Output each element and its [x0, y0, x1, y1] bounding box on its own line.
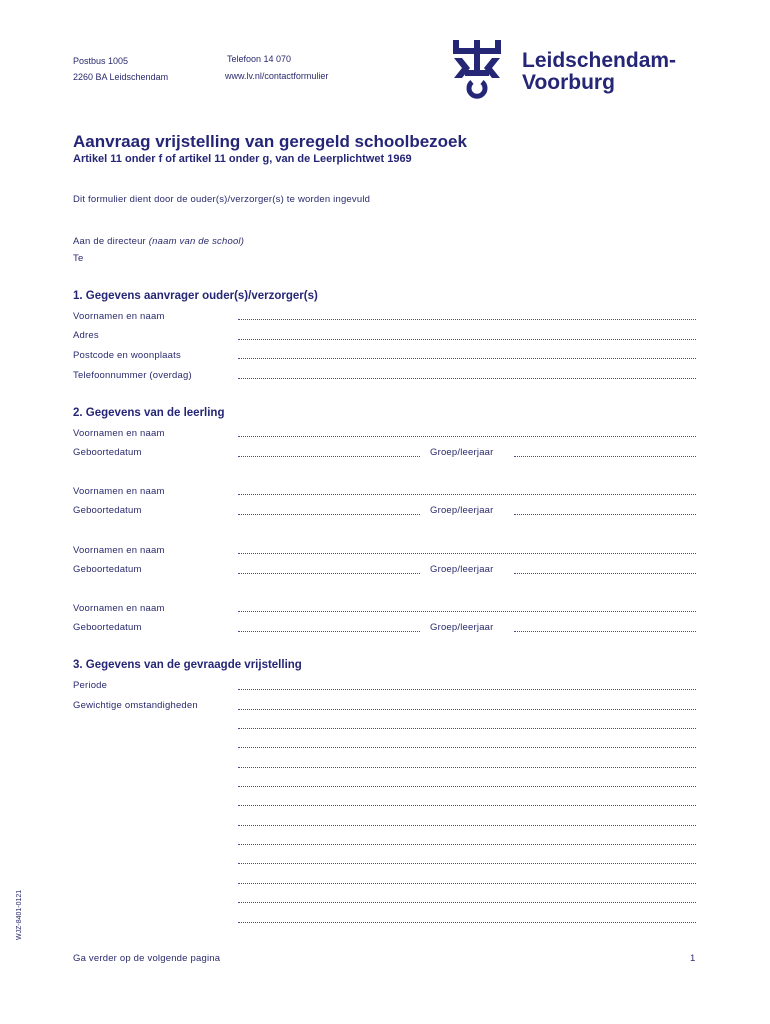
s2-name-label: Voornamen en naam — [73, 486, 165, 497]
s3-omstandigheden-line[interactable] — [238, 922, 696, 923]
s2-group-field[interactable] — [514, 456, 696, 457]
s2-group-label: Groep/leerjaar — [430, 622, 494, 633]
brand-name-line1: Leidschendam- — [522, 49, 677, 72]
s1-phone-field[interactable] — [238, 378, 696, 379]
s2-dob-label: Geboortedatum — [73, 447, 142, 458]
intro-text: Dit formulier dient door de ouder(s)/verzorger(s) te worden ingevuld — [73, 194, 371, 205]
s2-dob-label: Geboortedatum — [73, 622, 142, 633]
form-title: Aanvraag vrijstelling van geregeld schoolbezoek — [73, 132, 467, 151]
s3-omstandigheden-label: Gewichtige omstandigheden — [73, 700, 198, 711]
s2-group-label: Groep/leerjaar — [430, 447, 494, 458]
s1-field-label: Telefoonnummer (overdag) — [73, 370, 192, 381]
s2-name-label: Voornamen en naam — [73, 428, 165, 439]
s3-omstandigheden-line[interactable] — [238, 883, 696, 884]
next-page-text: Ga verder op de volgende pagina — [73, 953, 221, 964]
s2-group-label: Groep/leerjaar — [430, 564, 494, 575]
section3-heading: 3. Gegevens van de gevraagde vrijstelling — [73, 659, 302, 671]
s1-field-label: Postcode en woonplaats — [73, 350, 181, 361]
s2-group-field[interactable] — [514, 631, 696, 632]
form-code: WJZ-8401-0121 — [16, 889, 23, 940]
s3-omstandigheden-line[interactable] — [238, 825, 696, 826]
addressee-italic: (naam van de school) — [148, 236, 245, 247]
page-number: 1 — [690, 953, 696, 964]
website-link[interactable]: www.lv.nl/contactformulier — [225, 71, 329, 81]
s3-omstandigheden-line[interactable] — [238, 747, 696, 748]
s2-group-field[interactable] — [514, 573, 696, 574]
section2-heading: 2. Gegevens van de leerling — [73, 407, 225, 419]
s2-dob-label: Geboortedatum — [73, 505, 142, 516]
addressee-line — [73, 236, 244, 247]
section1-heading: 1. Gegevens aanvrager ouder(s)/verzorger(s) — [73, 290, 318, 302]
s1-name-field[interactable] — [238, 319, 696, 320]
postbus-text: Postbus 1005 — [73, 56, 129, 66]
s2-dob-field[interactable] — [238, 573, 420, 574]
s2-dob-field[interactable] — [238, 514, 420, 515]
s3-omstandigheden-line[interactable] — [238, 786, 696, 787]
s3-omstandigheden-line[interactable] — [238, 805, 696, 806]
s2-name-field[interactable] — [238, 436, 696, 437]
addressee-prefix: Aan de directeur — [73, 236, 149, 247]
addressee-te: Te — [73, 253, 84, 264]
s2-group-label: Groep/leerjaar — [430, 505, 494, 516]
telephone-text: Telefoon 14 070 — [227, 54, 292, 64]
postcode-text: 2260 BA Leidschendam — [73, 72, 169, 82]
s3-omstandigheden-line[interactable] — [238, 728, 696, 729]
s2-name-label: Voornamen en naam — [73, 603, 165, 614]
s2-dob-field[interactable] — [238, 631, 420, 632]
s3-omstandigheden-line[interactable] — [238, 844, 696, 845]
s2-name-field[interactable] — [238, 553, 696, 554]
s1-field-label: Voornamen en naam — [73, 311, 165, 322]
s2-group-field[interactable] — [514, 514, 696, 515]
s1-postcode-field[interactable] — [238, 358, 696, 359]
s3-periode-label: Periode — [73, 680, 108, 691]
municipality-logo-icon — [450, 40, 506, 102]
s3-omstandigheden-line[interactable] — [238, 709, 696, 710]
brand-name-line2: Voorburg — [522, 71, 615, 94]
s1-field-label: Adres — [73, 330, 99, 341]
s1-address-field[interactable] — [238, 339, 696, 340]
s3-periode-field[interactable] — [238, 689, 696, 690]
s2-dob-field[interactable] — [238, 456, 420, 457]
s2-name-field[interactable] — [238, 494, 696, 495]
s2-dob-label: Geboortedatum — [73, 564, 142, 575]
form-subtitle: Artikel 11 onder f of artikel 11 onder g, van de Leerplichtwet 1969 — [73, 153, 412, 165]
s3-omstandigheden-line[interactable] — [238, 902, 696, 903]
s2-name-label: Voornamen en naam — [73, 545, 165, 556]
s3-omstandigheden-line[interactable] — [238, 863, 696, 864]
s2-name-field[interactable] — [238, 611, 696, 612]
s3-omstandigheden-line[interactable] — [238, 767, 696, 768]
